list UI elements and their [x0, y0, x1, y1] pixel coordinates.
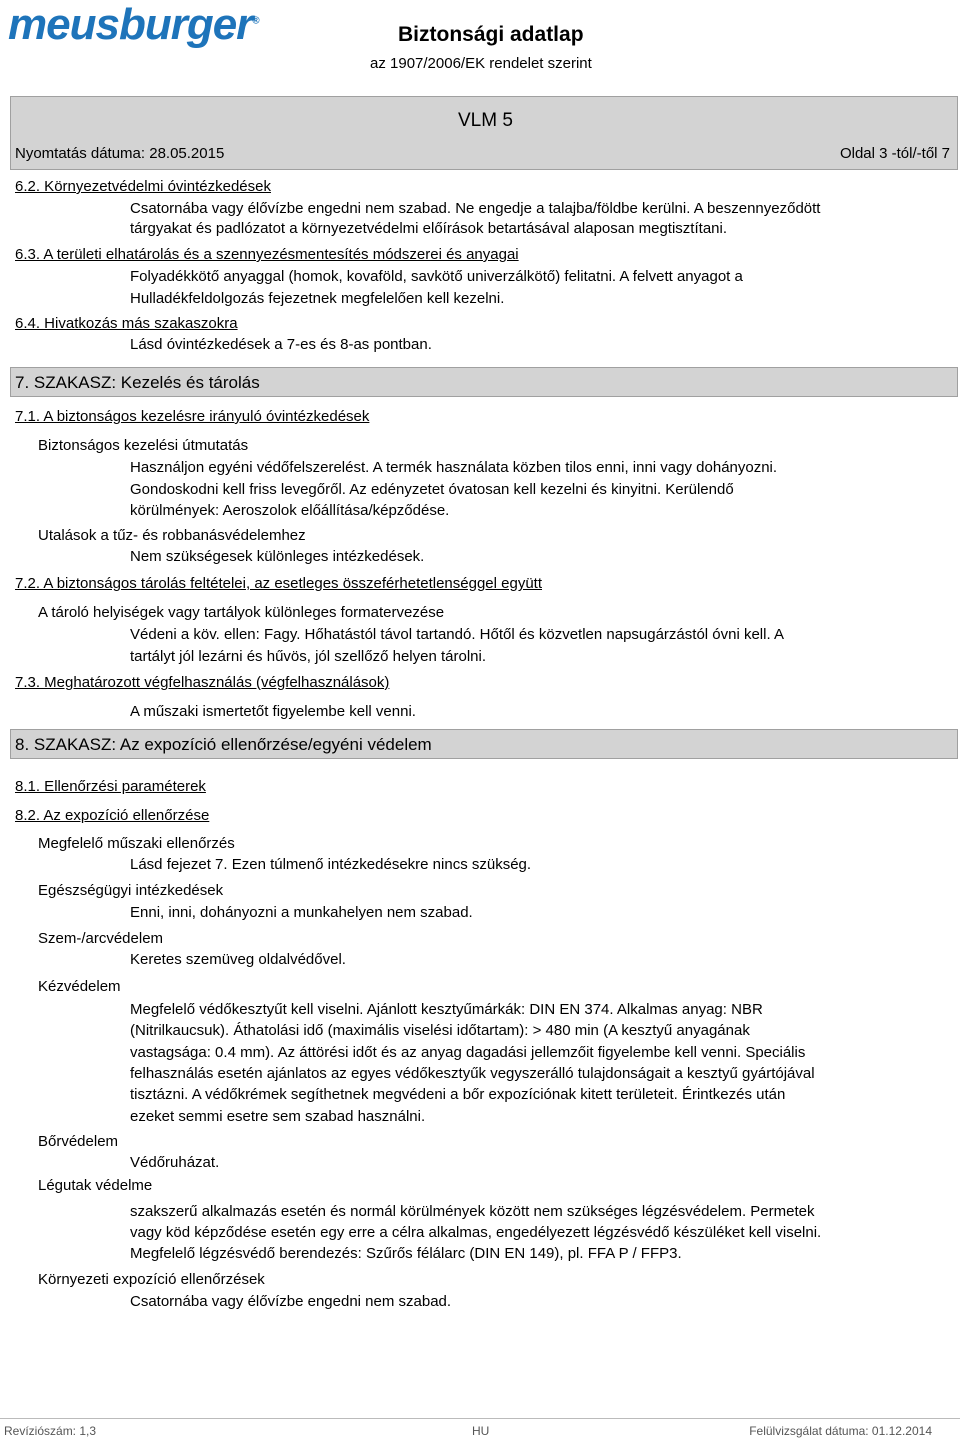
company-logo — [8, 0, 259, 50]
hand-line-1: Megfelelő védőkesztyűt kell viselni. Ajánlott kesztyűmárkák: DIN EN 374. Alkalmas anyag: NBR — [130, 1001, 763, 1018]
heading-6-2: 6.2. Környezetvédelmi óvintézkedések — [15, 178, 271, 195]
subheading-environmental-exposure: Környezeti expozíció ellenőrzések — [38, 1271, 265, 1288]
eye-line-1: Keretes szemüveg oldalvédővel. — [130, 951, 346, 968]
language-code: HU — [472, 1424, 490, 1438]
section-7-title: 7. SZAKASZ: Kezelés és tárolás — [15, 373, 260, 392]
heading-8-1: 8.1. Ellenőrzési paraméterek — [15, 778, 206, 795]
s73-line-1: A műszaki ismertetőt figyelembe kell venni. — [130, 703, 416, 720]
s64-line-1: Lásd óvintézkedések a 7-es és 8-as pontban. — [130, 336, 432, 353]
subheading-respiratory-protection: Légutak védelme — [38, 1177, 153, 1194]
resp-line-2: vagy köd képződése esetén egy erre a célra alkalmas, engedélyezett légzésvédő készüléket kell viselni. — [130, 1224, 822, 1241]
s71-line-1: Használjon egyéni védőfelszerelést. A termék használata közben tilos enni, inni vagy dohányozni. — [130, 459, 778, 476]
s72-line-2: tartályt jól lezárni és hűvös, jól szellőző helyen tárolni. — [130, 648, 487, 665]
hand-line-6: ezeket semmi esetre sem szabad használni. — [130, 1108, 426, 1125]
registered-mark-icon: ® — [252, 15, 259, 27]
subheading-safe-handling: Biztonságos kezelési útmutatás — [38, 437, 249, 454]
s71-line-2: Gondoskodni kell friss levegőről. Az edényzetet óvatosan kell kezelni és kinyitni. Kerülendő — [130, 481, 734, 498]
s72-line-1: Védeni a köv. ellen: Fagy. Hőhatástól távol tartandó. Hőtől és közvetlen napsugárzástól óvni kell. A — [130, 626, 784, 643]
heading-6-3: 6.3. A területi elhatárolás és a szennyezésmentesítés módszerei és anyagai — [15, 246, 519, 263]
resp-line-1: szakszerű alkalmazás esetén és normál körülmények között nem szükséges légzésvédelem. Permetek — [130, 1203, 815, 1220]
s63-line-2: Hulladékfeldolgozás fejezetnek megfelelően kell kezelni. — [130, 290, 505, 307]
s62-line-2: tárgyakat és padlózatot a környezetvédelmi előírások betartásával alaposan megtisztítani. — [130, 220, 727, 237]
print-date: Nyomtatás dátuma: 28.05.2015 — [15, 145, 225, 162]
hand-line-4: felhasználás esetén ajánlatos az egyes védőkesztyűk vegyszerálló tulajdonságait a kesztyű gyártójával — [130, 1065, 815, 1082]
subheading-technical-controls: Megfelelő műszaki ellenőrzés — [38, 835, 235, 852]
hygiene-line-1: Enni, inni, dohányozni a munkahelyen nem szabad. — [130, 904, 473, 921]
page-number: Oldal 3 -tól/-től 7 — [839, 145, 950, 162]
s63-line-1: Folyadékkötő anyaggal (homok, kovaföld, savkötő univerzálkötő) felitatni. A felvett anyagot a — [130, 268, 743, 285]
subheading-eye-protection: Szem-/arcvédelem — [38, 930, 164, 947]
hand-line-3: vastagsága: 0.4 mm). Az áttörési időt és az anyag dagadási jellemzőit figyelembe kell venni. Speciális — [130, 1044, 806, 1061]
hand-line-5: tisztázni. A védőkrémek segíthetnek megvédeni a bőr expozíciónak kitett területeit. Érintkezés után — [130, 1086, 786, 1103]
logo-text: meusburger — [8, 0, 253, 49]
heading-7-2: 7.2. A biztonságos tárolás feltételei, az esetleges összeférhetetlenséggel együtt — [15, 575, 543, 592]
tech-line-1: Lásd fejezet 7. Ezen túlmenő intézkedésekre nincs szükség. — [130, 856, 532, 873]
subheading-storage-design: A tároló helyiségek vagy tartályok különleges formatervezése — [38, 604, 445, 621]
subheading-hygiene: Egészségügyi intézkedések — [38, 882, 224, 899]
review-date: Felülvizsgálat dátuma: 01.12.2014 — [749, 1424, 932, 1438]
document-title: Biztonsági adatlap — [398, 23, 584, 46]
resp-line-3: Megfelelő légzésvédő berendezés: Szűrős félálarc (DIN EN 149), pl. FFA P / FFP3. — [130, 1245, 682, 1262]
heading-7-3: 7.3. Meghatározott végfelhasználás (végfelhasználások) — [15, 674, 390, 691]
skin-line-1: Védőruházat. — [130, 1154, 220, 1171]
subheading-hand-protection: Kézvédelem — [38, 978, 121, 995]
heading-6-4: 6.4. Hivatkozás más szakaszokra — [15, 315, 238, 332]
product-name: VLM 5 — [458, 110, 513, 131]
s71-fire-line-1: Nem szükségesek különleges intézkedések. — [130, 548, 425, 565]
s71-line-3: körülmények: Aeroszolok előállítása/képződése. — [130, 502, 450, 519]
document-subtitle: az 1907/2006/EK rendelet szerint — [370, 55, 592, 72]
s62-line-1: Csatornába vagy élővízbe engedni nem szabad. Ne engedje a talajba/földbe kerülni. A beszennyeződött — [130, 200, 821, 217]
section-8-title: 8. SZAKASZ: Az expozíció ellenőrzése/egyéni védelem — [15, 735, 432, 754]
footer-divider — [0, 1418, 960, 1419]
subheading-fire-protection: Utalások a tűz- és robbanásvédelemhez — [38, 527, 306, 544]
hand-line-2: (Nitrilkaucsuk). Áthatolási idő (maximális viselési időtartam): > 480 min (A kesztyű anyagának — [130, 1022, 750, 1039]
revision-number: Revíziószám: 1,3 — [4, 1424, 97, 1438]
subheading-skin-protection: Bőrvédelem — [38, 1133, 119, 1150]
env-line-1: Csatornába vagy élővízbe engedni nem szabad. — [130, 1293, 452, 1310]
heading-8-2: 8.2. Az expozíció ellenőrzése — [15, 807, 210, 824]
heading-7-1: 7.1. A biztonságos kezelésre irányuló óvintézkedések — [15, 408, 370, 425]
